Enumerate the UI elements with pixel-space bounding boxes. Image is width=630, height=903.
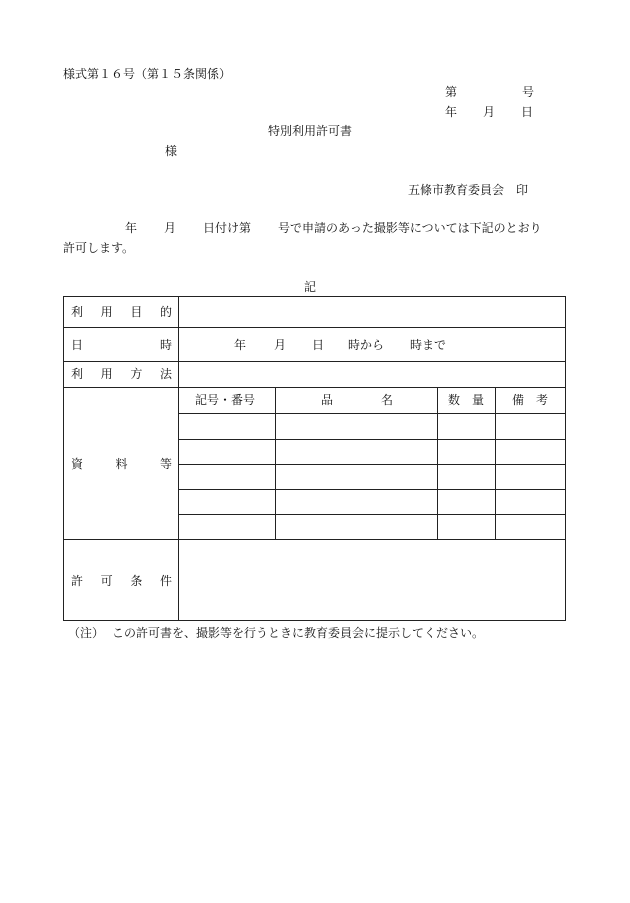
datetime-from: 時から [348, 338, 385, 352]
datetime-month: 月 [274, 338, 287, 352]
col-code-header: 記号・番号 [195, 393, 256, 407]
datetime-year: 年 [234, 338, 247, 352]
body-month: 月 [164, 221, 177, 235]
body-line2: 許可します。 [63, 241, 135, 255]
datetime-day: 日 [312, 338, 325, 352]
col-remarks-header: 備 考 [512, 393, 548, 407]
date-day: 日 [521, 105, 534, 119]
document-title: 特別利用許可書 [268, 124, 353, 138]
col-name-header: 品 名 [321, 393, 393, 407]
conditions-value[interactable] [180, 541, 564, 619]
permit-table [63, 296, 566, 621]
doc-number-suffix: 号 [522, 85, 535, 99]
note-label: （注） [68, 626, 105, 640]
purpose-label: 利 用 目 的 [71, 305, 172, 319]
recipient-suffix: 様 [165, 144, 178, 158]
date-year: 年 [445, 105, 458, 119]
method-value[interactable] [180, 363, 564, 386]
conditions-label: 許 可 条 件 [71, 574, 172, 588]
issuer: 五條市教育委員会 印 [408, 183, 529, 197]
body-year: 年 [125, 221, 138, 235]
form-number: 様式第１６号（第１５条関係） [63, 67, 232, 81]
materials-label: 資 料 等 [71, 457, 172, 471]
datetime-label: 日 時 [71, 338, 172, 352]
datetime-to: 時まで [410, 338, 447, 352]
col-quantity-header: 数 量 [448, 393, 484, 407]
note-text: この許可書を、撮影等を行うときに教育委員会に提示してください。 [112, 626, 485, 640]
method-label: 利 用 方 法 [71, 367, 172, 381]
date-month: 月 [483, 105, 496, 119]
doc-number-prefix: 第 [445, 85, 458, 99]
ki-heading: 記 [304, 280, 317, 294]
body-dated: 日付け第 [203, 221, 252, 235]
body-line1-rest: 号で申請のあった撮影等については下記のとおり [278, 221, 542, 235]
purpose-value[interactable] [180, 299, 564, 326]
